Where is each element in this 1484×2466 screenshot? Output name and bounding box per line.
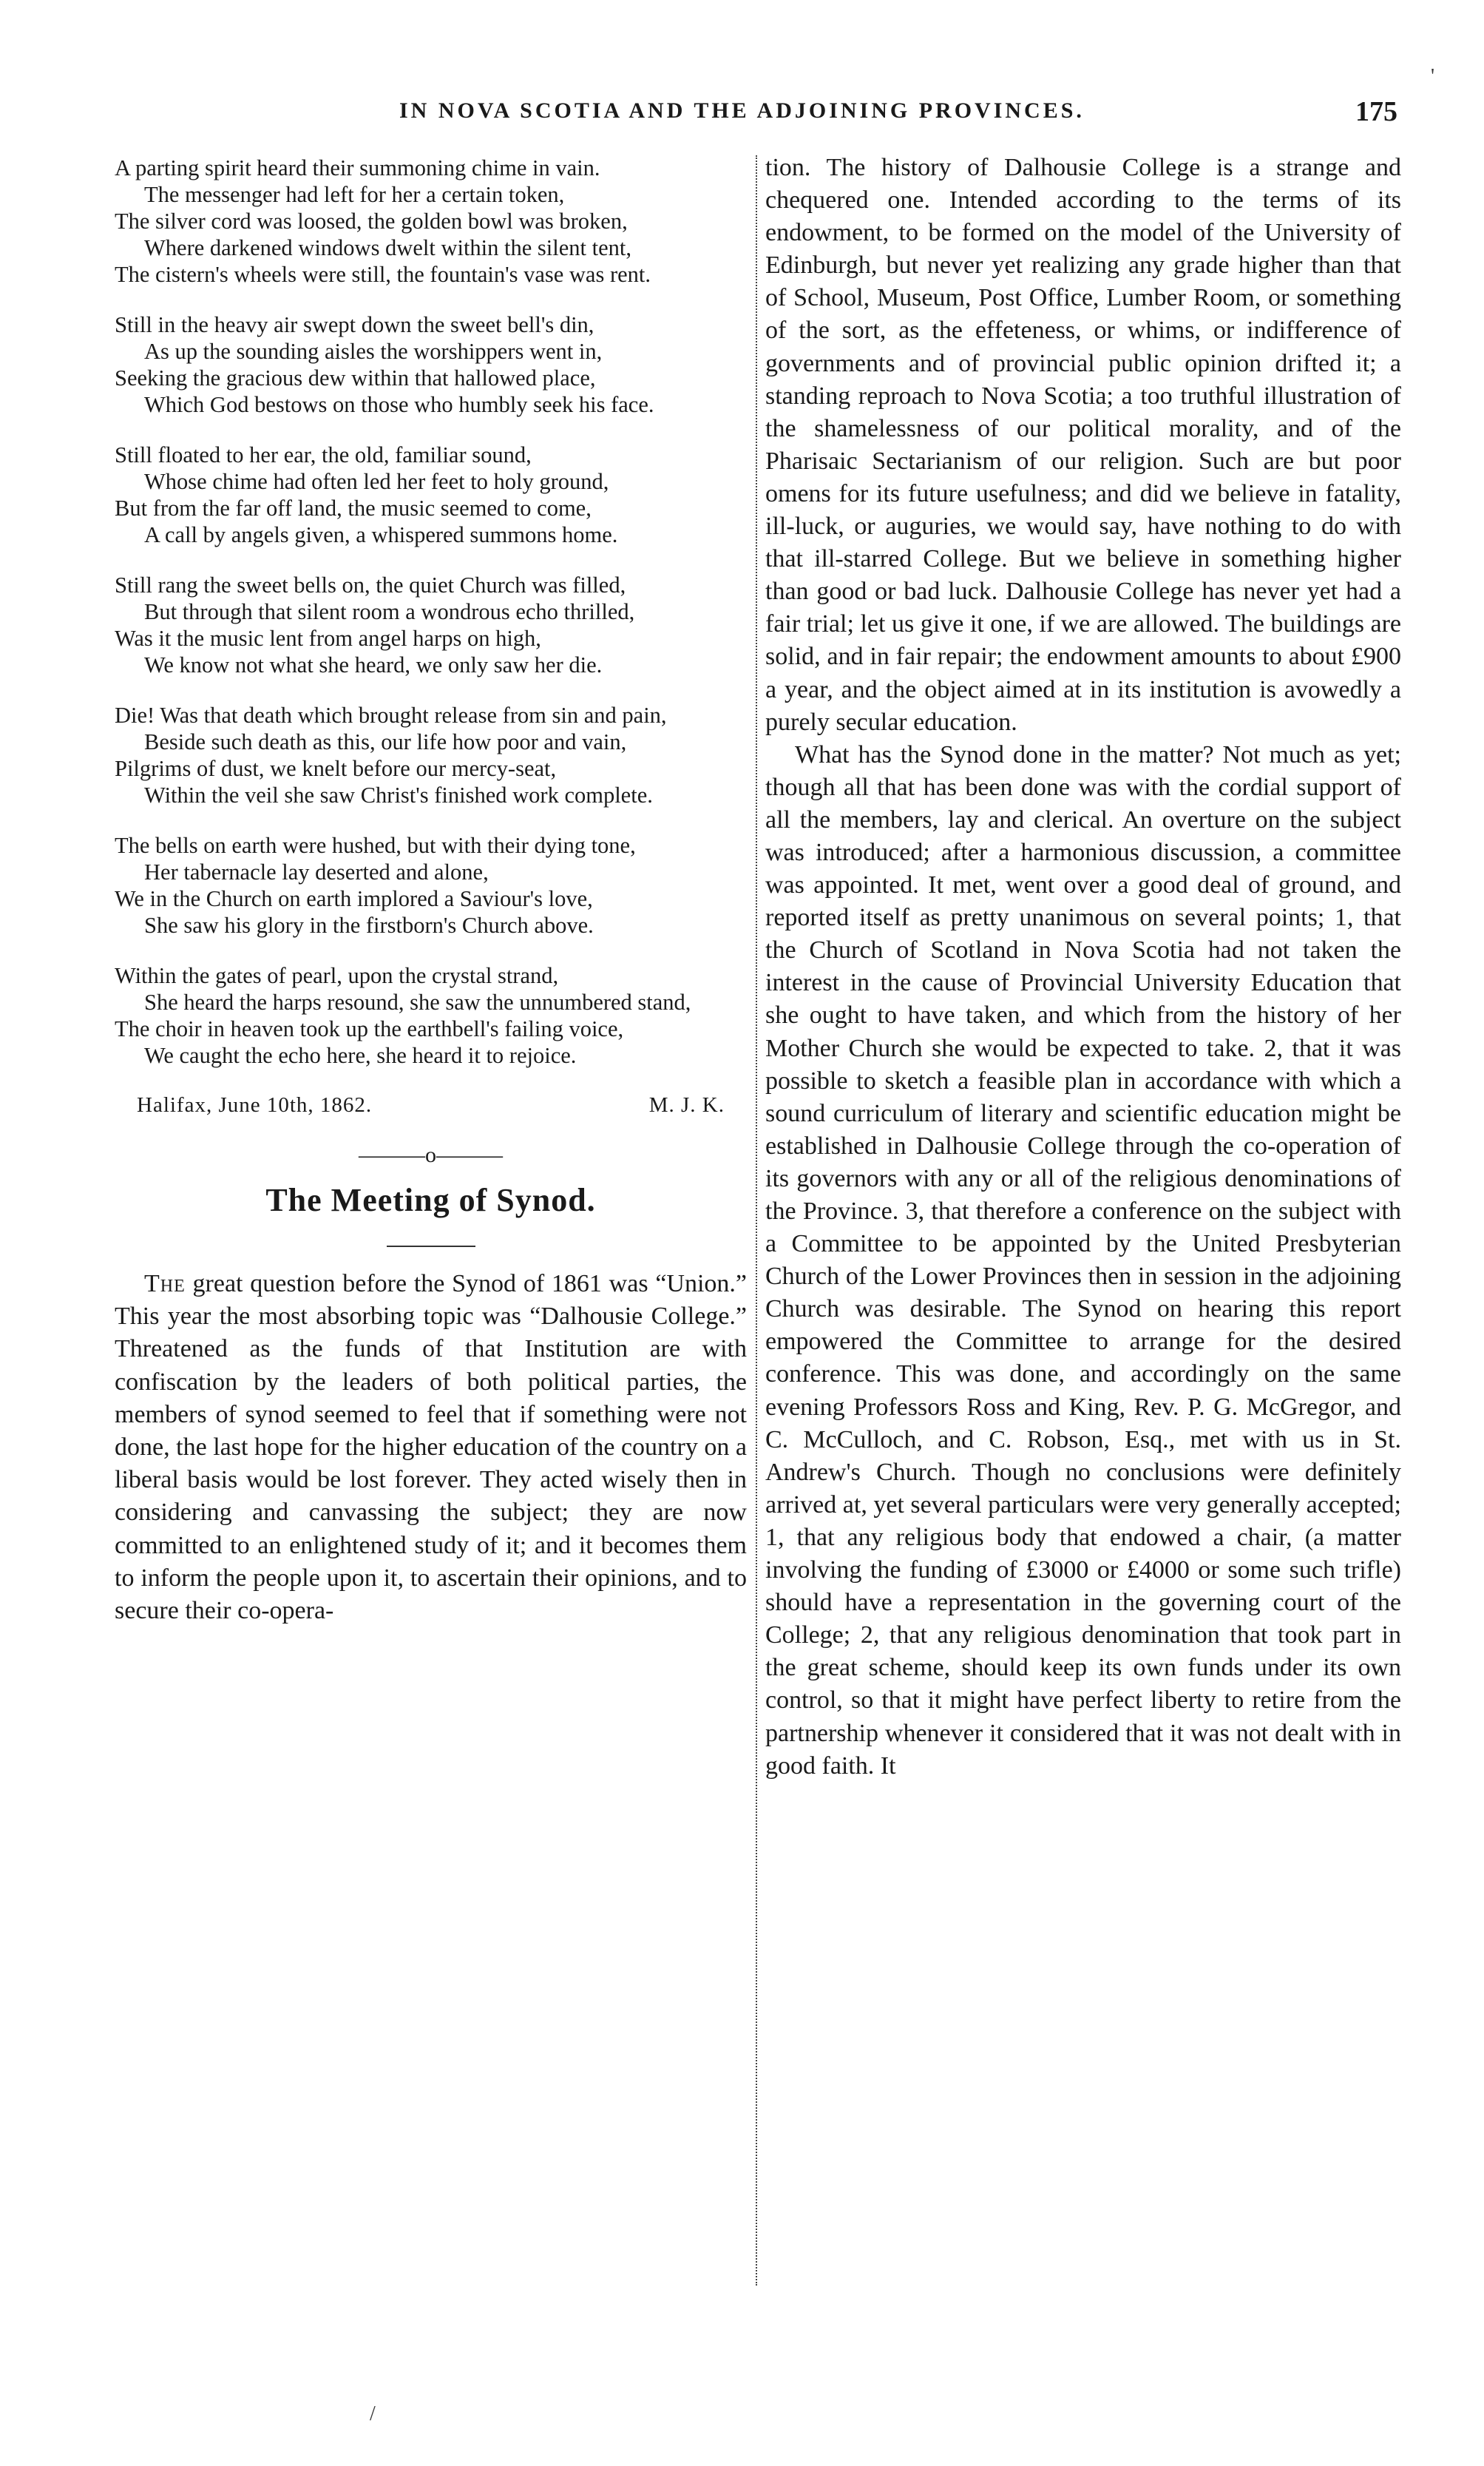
- poem-signature: [137, 1093, 725, 1118]
- section-separator: ———o———: [359, 1143, 503, 1167]
- poem-stanza: [115, 312, 747, 417]
- poem-line: We in the Church on earth implored a Saviour's love,: [115, 886, 593, 911]
- poem-line: The choir in heaven took up the earthbell's failing voice,: [115, 1016, 624, 1041]
- poem-line: The cistern's wheels were still, the fountain's vase was rent.: [115, 262, 651, 287]
- article-opening-paragraph: [115, 1268, 747, 1627]
- poem-stanza: [115, 572, 747, 678]
- poem-line: A call by angels given, a whispered summons home.: [144, 522, 618, 547]
- poem-line: But from the far off land, the music seemed to come,: [115, 496, 592, 521]
- poem: [115, 155, 747, 1068]
- poem-line: Which God bestows on those who humbly seek his face.: [144, 392, 654, 417]
- poem-line: Still in the heavy air swept down the sweet bell's din,: [115, 312, 594, 337]
- poem-line: Pilgrims of dust, we knelt before our mercy-seat,: [115, 756, 557, 781]
- page-number: 175: [1355, 96, 1397, 127]
- poem-line: Still floated to her ear, the old, familiar sound,: [115, 442, 532, 467]
- poem-line: She heard the harps resound, she saw the unnumbered stand,: [144, 990, 691, 1015]
- poem-line: We know not what she heard, we only saw her die.: [144, 652, 603, 678]
- poem-line: Where darkened windows dwelt within the silent tent,: [144, 235, 631, 260]
- poem-line: Still rang the sweet bells on, the quiet Church was filled,: [115, 572, 626, 598]
- poem-line: We caught the echo here, she heard it to rejoice.: [144, 1043, 577, 1068]
- poem-line: The silver cord was loosed, the golden bowl was broken,: [115, 209, 628, 234]
- poem-stanza: [115, 833, 747, 938]
- article-left-text: great question before the Synod of 1861 was “Union.” This year the most absorbing topic was “Dalhousie College.” Threatened as the funds of that Institution are with confiscation by the leaders of both political parties, the members of synod seemed to feel that if something were not done, the last hope for the higher education of the country on a liberal basis would be lost forever. They acted wisely then in considering and canvassing the subject; they are now committed to an enlightened study of it; and it becomes them to inform the people upon it, to ascertain their opinions, and to secure their co-opera-: [115, 1270, 748, 1625]
- poem-line: The bells on earth were hushed, but with their dying tone,: [115, 833, 636, 858]
- poem-line: She saw his glory in the firstborn's Church above.: [144, 913, 594, 938]
- article-dropword: The: [144, 1270, 186, 1297]
- poem-stanza: [115, 963, 747, 1068]
- printing-mark: ': [1431, 65, 1435, 88]
- poem-stanza: [115, 703, 747, 808]
- poem-line: As up the sounding aisles the worshippers went in,: [144, 339, 603, 364]
- running-head: IN NOVA SCOTIA AND THE ADJOINING PROVINCES.: [399, 98, 1085, 123]
- poem-line: A parting spirit heard their summoning chime in vain.: [115, 155, 600, 180]
- poem-line: The messenger had left for her a certain token,: [144, 182, 565, 207]
- poem-line: Die! Was that death which brought release from sin and pain,: [115, 703, 667, 728]
- page-header: [111, 92, 1397, 137]
- printing-mark: /: [370, 2402, 376, 2425]
- poem-line: But through that silent room a wondrous echo thrilled,: [144, 599, 635, 624]
- left-column: [115, 155, 747, 1627]
- poem-line: Within the gates of pearl, upon the crystal strand,: [115, 963, 559, 988]
- column-divider: [756, 155, 759, 2286]
- poem-stanza: [115, 155, 747, 287]
- article-continuation-paragraph: tion. The history of Dalhousie College is a strange and chequered one. Intended according to the terms of its endowment, to be formed on the model of the University of Edinburgh, but never yet realizing any grade higher than that of School, Museum, Post Office, Lumber Room, or something of the sort, as the effeteness, or whims, or indifference of governments and of provincial public opinion drifted it; a standing reproach to Nova Scotia; a too truthful illustration of the shamelessness of our political morality, and of the Pharisaic Sectarianism of our religion. Such are but poor omens for its future usefulness; and did we believe in fatality, ill-luck, or auguries, we would say, have nothing to do with that ill-starred College. But we believe in something higher than good or bad luck. Dalhousie College has never yet had a fair trial; let us give it one, if we are allowed. The buildings are solid, and in fair repair; the endowment amounts to about £900 a year, and the object aimed at in its institution is avowedly a purely secular education.: [765, 154, 1401, 736]
- poem-initials: M. J. K.: [648, 1093, 725, 1117]
- poem-line: Her tabernacle lay deserted and alone,: [144, 859, 489, 885]
- poem-line: Beside such death as this, our life how poor and vain,: [144, 729, 627, 754]
- poem-line: Was it the music lent from angel harps on high,: [115, 626, 541, 651]
- poem-line: Seeking the gracious dew within that hallowed place,: [115, 365, 596, 391]
- right-column: [765, 152, 1401, 1783]
- article-title: The Meeting of Synod.: [265, 1182, 596, 1218]
- title-rule: [387, 1246, 475, 1247]
- poem-line: Within the veil she saw Christ's finished work complete.: [144, 783, 653, 808]
- poem-place-date: Halifax, June 10th, 1862.: [137, 1093, 373, 1117]
- poem-stanza: [115, 442, 747, 547]
- poem-line: Whose chime had often led her feet to holy ground,: [144, 469, 609, 494]
- article-second-paragraph: What has the Synod done in the matter? Not much as yet; though all that has been done was with the cordial support of all the members, lay and clerical. An overture on the subject was introduced; after a harmonious discussion, a committee was appointed. It met, went over a good deal of ground, and reported itself as pretty unanimous on several points; 1, that the Church of Scotland in Nova Scotia had not taken the interest in the cause of Provincial University Education that she ought to have taken, and which from the history of her Mother Church she would be expected to take. 2, that it was possible to sketch a feasible plan in accordance with which a sound curriculum of literary and scientific education might be established in Dalhousie College through the co-operation of its governors with any or all of the religious denominations of the Province. 3, that therefore a conference on the subject with a Committee to be appointed by the United Presbyterian Church of the Lower Provinces then in session in the adjoining Church was desirable. The Synod on hearing this report empowered the Committee to arrange for the desired conference. This was done, and accordingly on the same evening Professors Ross and King, Rev. P. G. McGregor, and C. McCulloch, and C. Robson, Esq., met with us in St. Andrew's Church. Though no conclusions were definitely arrived at, yet several particulars were very generally accepted; 1, that any religious body that endowed a chair, (a matter involving the funding of £3000 or £4000 or some such trifle) should have a representation in the governing court of the College; 2, that any religious denomination that took part in the great scheme, should keep its own funds under its own control, so that it might have perfect liberty to retire from the partnership whenever it considered that it was not dealt with in good faith. It: [765, 740, 1401, 1780]
